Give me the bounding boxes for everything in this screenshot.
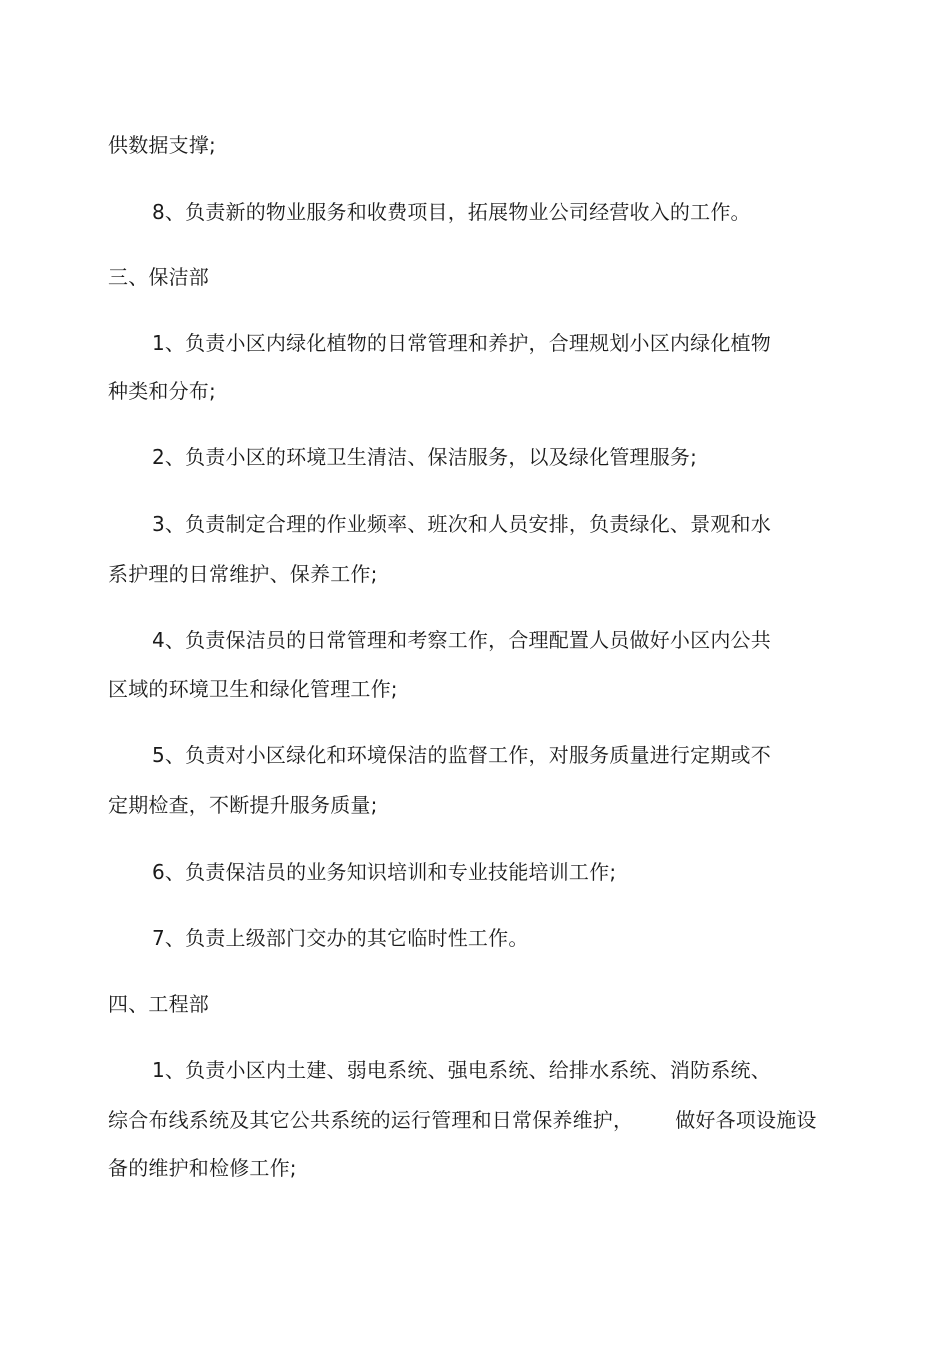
text-line: 供数据支撑; — [108, 133, 216, 157]
text-line: 2、负责小区的环境卫生清洁、保洁服务，以及绿化管理服务; — [152, 445, 698, 469]
text-line: 5、负责对小区绿化和环境保洁的监督工作，对服务质量进行定期或不 — [152, 743, 771, 767]
text-line: 种类和分布; — [108, 379, 216, 403]
section-heading: 四、工程部 — [108, 992, 209, 1016]
text-line: 4、负责保洁员的日常管理和考察工作，合理配置人员做好小区内公共 — [152, 628, 771, 652]
text-line: 区域的环境卫生和绿化管理工作; — [108, 677, 398, 701]
text-line: 1、负责小区内土建、弱电系统、强电系统、给排水系统、消防系统、 — [152, 1058, 771, 1082]
text-line: 8、负责新的物业服务和收费项目，拓展物业公司经营收入的工作。 — [152, 200, 751, 224]
text-line: 6、负责保洁员的业务知识培训和专业技能培训工作; — [152, 860, 617, 884]
text-line: 备的维护和检修工作; — [108, 1156, 297, 1180]
text-line: 3、负责制定合理的作业频率、班次和人员安排，负责绿化、景观和水 — [152, 512, 771, 536]
text-line: 系护理的日常维护、保养工作; — [108, 562, 378, 586]
text-line: 定期检查，不断提升服务质量; — [108, 793, 378, 817]
text-line: 1、负责小区内绿化植物的日常管理和养护，合理规划小区内绿化植物 — [152, 331, 771, 355]
text-line: 7、负责上级部门交办的其它临时性工作。 — [152, 926, 529, 950]
text-segment: 综合布线系统及其它公共系统的运行管理和日常保养维护， — [108, 1108, 634, 1132]
section-heading: 三、保洁部 — [108, 265, 209, 289]
text-line — [108, 1106, 817, 1134]
text-segment: 做好各项设施设 — [675, 1108, 817, 1132]
